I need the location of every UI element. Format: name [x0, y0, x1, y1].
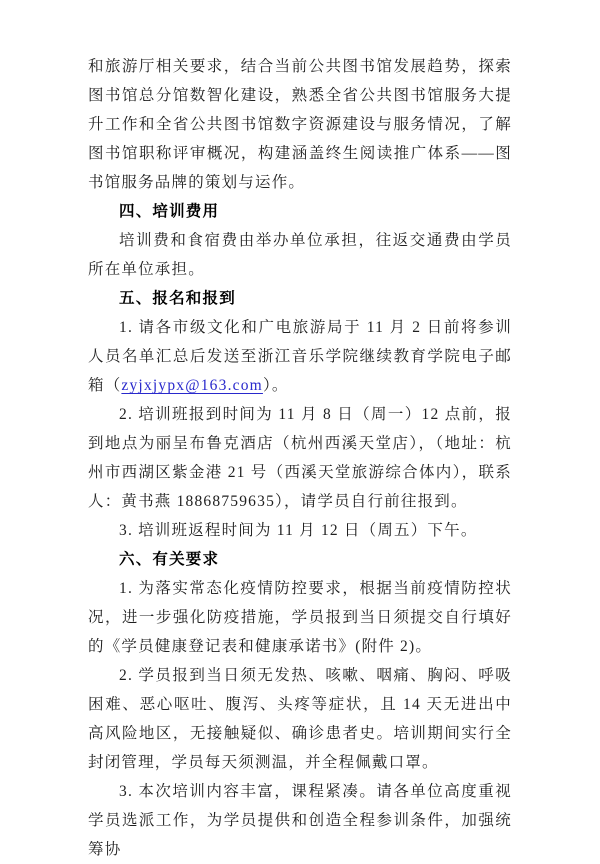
section-heading-requirements: 六、有关要求: [119, 551, 220, 568]
requirements-item-2: 2. 学员报到当日须无发热、咳嗽、咽痛、胸闷、呼吸困难、恶心呕吐、腹泻、头疼等症状，且 14 天无进出中高风险地区，无接触疑似、确诊患者史。培训期间实行全封闭管理，学员每天须测温，并全程佩戴口罩。: [88, 667, 512, 771]
document-body: [88, 52, 512, 864]
intro-paragraph: 和旅游厅相关要求，结合当前公共图书馆发展趋势，探索图书馆总分馆数智化建设，熟悉全省公共图书馆服务大提升工作和全省公共图书馆数字资源建设与服务情况，了解图书馆职称评审概况，构建涵盖终生阅读推广体系——图书馆服务品牌的策划与运作。: [88, 58, 512, 191]
requirements-item-1: 1. 为落实常态化疫情防控要求，根据当前疫情防控状况，进一步强化防疫措施，学员报到当日须提交自行填好的《学员健康登记表和健康承诺书》(附件 2)。: [88, 580, 512, 655]
email-link[interactable]: zyjxjypx@163.com: [121, 377, 263, 394]
registration-item-3: 3. 培训班返程时间为 11 月 12 日（周五）下午。: [119, 522, 478, 539]
section-heading-fees: 四、培训费用: [119, 203, 220, 220]
registration-item-1: [88, 313, 512, 400]
registration-item-1-text: 1. 请各市级文化和广电旅游局于 11 月 2 日前将参训人员名单汇总后发送至浙江音乐学院继续教育学院电子邮箱（: [88, 319, 512, 394]
requirements-item-3: 3. 本次培训内容丰富，课程紧凑。请各单位高度重视学员选派工作，为学员提供和创造全程参训条件，加强统筹协: [88, 783, 512, 858]
registration-item-1-closing: ）。: [262, 377, 289, 394]
registration-item-2: 2. 培训班报到时间为 11 月 8 日（周一）12 点前，报到地点为丽呈布鲁克酒店（杭州西溪天堂店），（地址：杭州市西湖区紫金港 21 号（西溪天堂旅游综合体内），联系人：黄书燕 18868759635），请学员自行前往报到。: [88, 406, 512, 510]
section-heading-registration: 五、报名和报到: [119, 290, 236, 307]
fees-paragraph: 培训费和食宿费由举办单位承担，往返交通费由学员所在单位承担。: [88, 232, 512, 278]
